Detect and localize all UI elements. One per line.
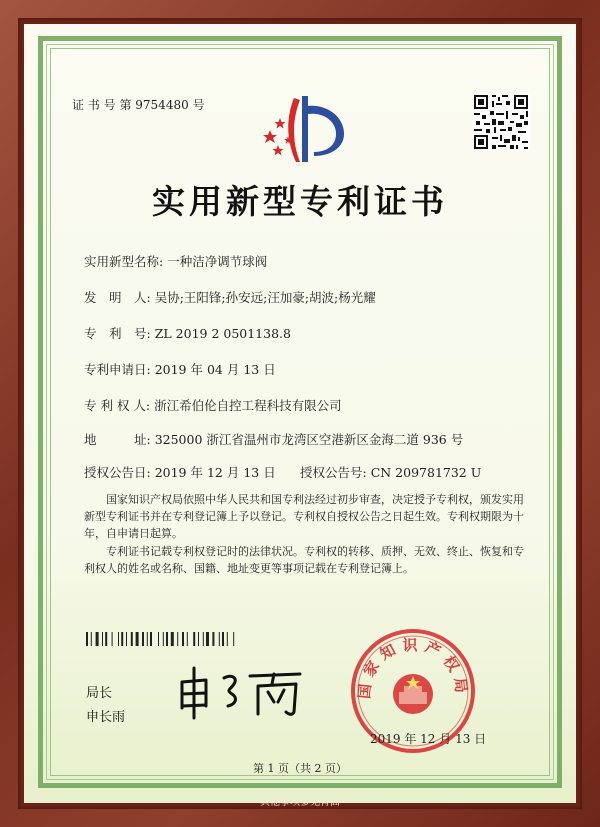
legal-paragraph-2: 专利证书记载专利权登记时的法律状况。专利权的转移、质押、无效、终止、恢复和专利权人的姓名或名称、国籍、地址变更等事项记载在专利登记簿上。	[84, 545, 524, 575]
field-label: 授权公告号:	[300, 465, 367, 480]
page-number: 第 1 页（共 2 页）	[253, 762, 347, 775]
barcode-bar	[96, 632, 99, 646]
field-value: 一种洁净调节球阀	[167, 254, 268, 269]
field-label: 授权公告日:	[84, 465, 151, 480]
patent-office-logo-icon	[256, 90, 348, 170]
barcode-bar	[203, 632, 204, 646]
barcode-bar	[136, 632, 139, 646]
director-title: 局长	[86, 686, 113, 701]
qr-code-icon	[472, 93, 530, 151]
barcode-bar	[158, 632, 159, 646]
field-grant-date	[84, 463, 276, 481]
barcode-icon	[86, 632, 286, 646]
barcode-bar	[198, 632, 199, 646]
field-label: 实用新型名称:	[84, 254, 164, 269]
field-value: 浙江希伯伦自控工程科技有限公司	[154, 398, 342, 413]
barcode-bar	[163, 632, 164, 646]
barcode-bar	[227, 632, 228, 646]
barcode-bar	[131, 632, 133, 646]
barcode-bar	[126, 632, 127, 646]
field-value: 2019 年 12 月 13 日	[154, 465, 276, 480]
seal-text: 国家知识产权局	[355, 636, 471, 700]
barcode-bar	[222, 632, 224, 646]
barcode-bar	[171, 632, 174, 646]
field-value: 2019 年 04 月 13 日	[154, 362, 276, 377]
field-filing-date	[84, 360, 276, 378]
barcode-bar	[102, 632, 103, 646]
field-value: 吴协;王阳锋;孙安远;汪加豪;胡波;杨光耀	[154, 290, 376, 305]
barcode-bar	[212, 632, 214, 646]
barcode-bar	[150, 632, 152, 646]
legal-paragraph-1: 国家知识产权局依照中华人民共和国专利法经过初步审查，决定授予专利权，颁发实用新型专利证书并在专利登记簿上予以登记。专利权自授权公告之日起生效。专利权期限为十年，自申请日起算。	[84, 493, 524, 540]
field-grant-number	[300, 463, 481, 481]
barcode-bar	[233, 632, 234, 646]
barcode-bar	[105, 632, 107, 646]
director-signature-icon	[172, 660, 312, 722]
barcode-bar	[187, 632, 188, 646]
field-label: 专 利 号:	[84, 326, 151, 341]
barcode-bar	[121, 632, 123, 646]
field-label: 专利申请日:	[84, 362, 151, 377]
barcode-bar	[112, 632, 113, 646]
barcode-bar	[166, 632, 168, 646]
field-inventors	[84, 288, 376, 306]
barcode-bar	[118, 632, 119, 646]
certificate-title: 实用新型专利证书	[152, 182, 448, 221]
barcode-bar	[219, 632, 220, 646]
barcode-bar	[86, 632, 88, 646]
field-value: ZL 2019 2 0501138.8	[154, 326, 291, 341]
barcode-bar	[177, 632, 178, 646]
seal-date: 2019 年 12 月 13 日	[370, 732, 487, 746]
field-utility-name	[84, 252, 267, 270]
certificate-number-suffix: 号	[192, 98, 205, 112]
barcode-bar	[147, 632, 148, 646]
barcode-bar	[193, 632, 195, 646]
field-label: 发 明 人:	[84, 290, 151, 305]
field-value: 325000 浙江省温州市龙湾区空港新区金海二道 936 号	[154, 432, 464, 447]
director-name: 申长雨	[86, 710, 126, 725]
barcode-bar	[206, 632, 209, 646]
certificate-number-value: 9754480	[135, 98, 189, 112]
field-label: 专 利 权 人:	[84, 398, 151, 413]
field-label: 地 址:	[84, 432, 151, 447]
certificate-number	[72, 96, 205, 113]
barcode-bar	[182, 632, 184, 646]
field-address	[84, 430, 463, 448]
barcode-bar	[91, 632, 92, 646]
barcode-bar	[142, 632, 144, 646]
footer-note: 其他事项参见背面	[260, 797, 340, 808]
field-patentee	[84, 396, 342, 414]
field-value: CN 209781732 U	[370, 465, 482, 480]
field-patent-number	[84, 324, 291, 342]
certificate-number-label: 证 书 号 第	[72, 98, 132, 112]
